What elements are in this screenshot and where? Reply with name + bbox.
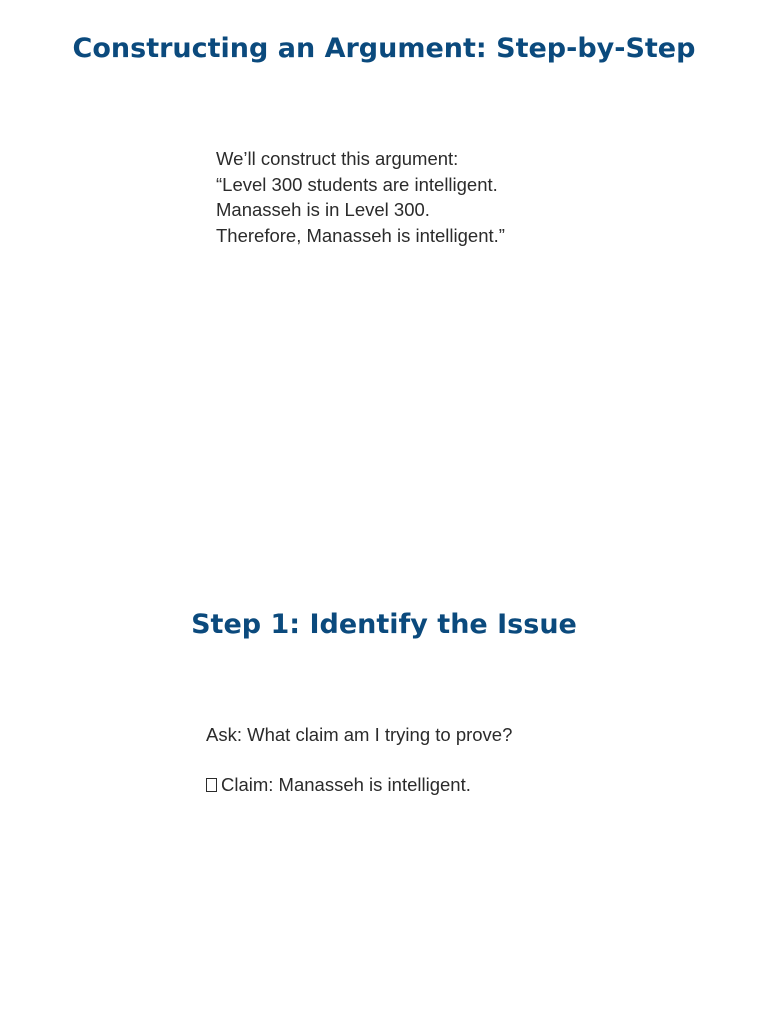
claim-text: Claim: Manasseh is intelligent.	[221, 774, 471, 795]
premise-2: Manasseh is in Level 300.	[216, 199, 430, 220]
conclusion: Therefore, Manasseh is intelligent.”	[216, 224, 505, 246]
claim-line	[206, 772, 686, 798]
intro-line: We’ll construct this argument:	[216, 148, 459, 169]
ask-question: Ask: What claim am I trying to prove?	[206, 724, 513, 745]
slide-step-1	[0, 512, 768, 1024]
slide-title: Step 1: Identify the Issue	[191, 609, 577, 640]
slide-title: Constructing an Argument: Step-by-Step	[72, 33, 696, 64]
step-text-block	[206, 722, 686, 798]
checkbox-icon	[206, 778, 217, 792]
argument-text-block	[216, 146, 676, 248]
premise-1: “Level 300 students are intelligent.	[216, 173, 498, 195]
